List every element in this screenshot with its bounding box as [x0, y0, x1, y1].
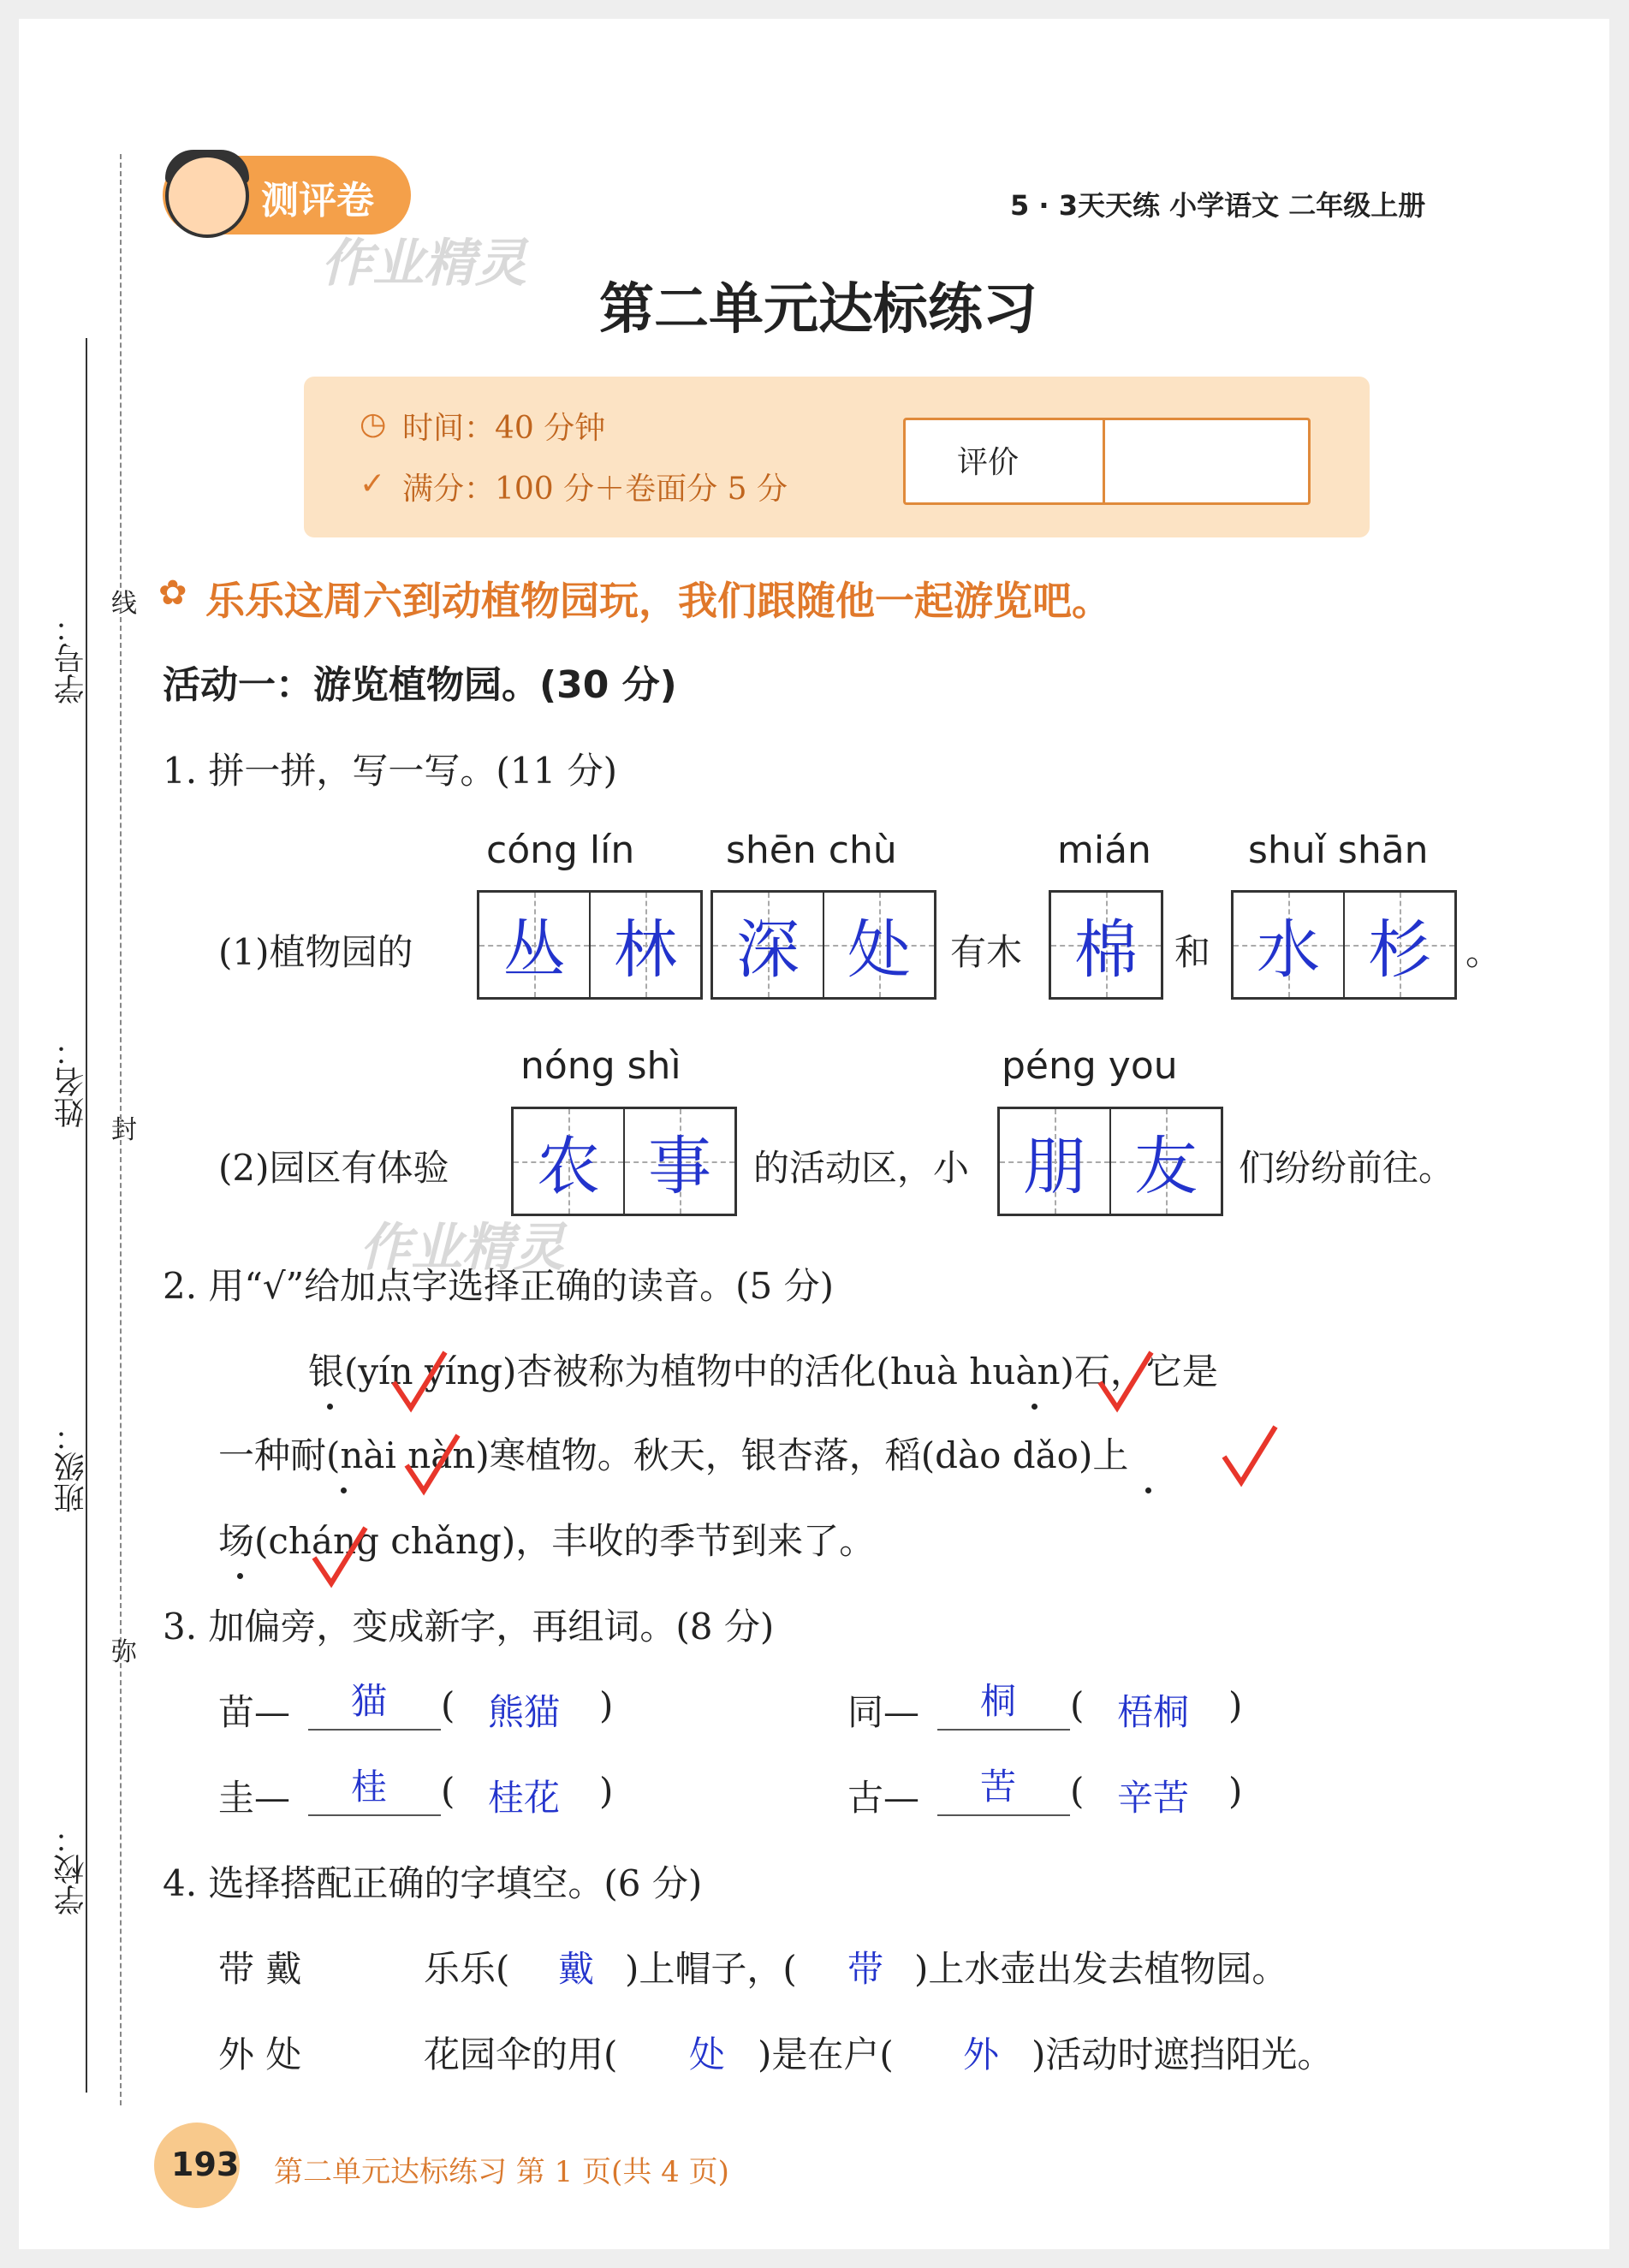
q3-new-char: 猫: [351, 1680, 388, 1722]
student-no-label: 学号：: [54, 612, 89, 704]
q4-text: 乐乐(: [424, 1948, 510, 1990]
clock-icon: ◷: [360, 407, 387, 442]
q2-line3: 场(cháng chǎng)，丰收的季节到来了。: [218, 1520, 876, 1562]
q4-options: 带 戴: [218, 1948, 302, 1990]
score-text: 满分：100 分＋卷面分 5 分: [402, 472, 788, 507]
emphasis-dot: [327, 1404, 333, 1410]
emphasis-dot: [1145, 1487, 1151, 1493]
answer-char: 棉: [1074, 913, 1138, 987]
pinyin-mian: mián: [1057, 828, 1151, 872]
activity-heading: 活动一：游览植物园。(30 分): [163, 663, 677, 707]
q3-base: 古—: [847, 1777, 920, 1819]
q1-line2-end: 们纷纷前往。: [1239, 1147, 1455, 1189]
q4-text: )活动时遮挡阳光。: [1032, 2033, 1334, 2075]
paren-close: ): [599, 1684, 614, 1726]
answer-char: 农: [537, 1130, 600, 1203]
series-label: 5 · 3天天练 小学语文 二年级上册: [1010, 189, 1426, 222]
answer-grid-conglin[interactable]: [477, 890, 703, 1000]
emphasis-dot: [237, 1573, 243, 1579]
q3-word: 辛苦: [1117, 1777, 1190, 1819]
school-label: 学校：: [54, 1823, 89, 1915]
q1-line2-prefix: (2)园区有体验: [218, 1147, 449, 1189]
q3-base: 同—: [847, 1691, 920, 1733]
q2-title: 2. 用“√”给加点字选择正确的读音。(5 分): [163, 1265, 834, 1307]
q3-new-char: 桂: [351, 1766, 388, 1808]
class-label: 班级：: [54, 1421, 89, 1513]
check-mark-icon: [1220, 1422, 1280, 1491]
seal-mark: 封: [111, 1115, 137, 1145]
q3-title: 3. 加偏旁，变成新字，再组词。(8 分): [163, 1606, 775, 1648]
answer-grid-mian[interactable]: [1049, 890, 1163, 1000]
footer-text: 第二单元达标练习 第 1 页(共 4 页): [274, 2155, 729, 2189]
watermark: 作业精灵: [321, 234, 526, 294]
q1-line2-mid: 的活动区，小: [753, 1147, 970, 1189]
check-mark-icon: [310, 1523, 370, 1592]
answer-grid-nongshi[interactable]: [511, 1107, 737, 1216]
answer-line: [937, 1814, 1070, 1816]
q3-new-char: 桐: [980, 1680, 1017, 1722]
q1-line1-mid2: 和: [1174, 931, 1211, 973]
q1-line1-end: 。: [1466, 931, 1502, 973]
q1-title: 1. 拼一拼，写一写。(11 分): [163, 750, 617, 792]
paren-open: (: [1070, 1770, 1085, 1812]
q2-line2: 一种耐(nài nàn)寒植物。秋天，银杏落，稻(dào dǎo)上: [218, 1434, 1129, 1476]
q4-text: )是在户(: [758, 2033, 894, 2075]
paren-close: ): [1228, 1684, 1243, 1726]
answer-line: [937, 1729, 1070, 1731]
answer-char: 杉: [1368, 913, 1431, 987]
close-mark: 弥: [111, 1637, 137, 1667]
q3-base: 苗—: [218, 1691, 291, 1733]
emphasis-dot: [1032, 1404, 1037, 1410]
q4-answer: 外: [963, 2033, 1000, 2075]
evaluation-field[interactable]: [1104, 419, 1301, 498]
q4-answer: 带: [847, 1948, 884, 1990]
intro-text: 乐乐这周六到动植物园玩，我们跟随他一起游览吧。: [205, 578, 1111, 624]
check-mark-icon: [402, 1431, 462, 1499]
mascot-small-icon: ✿: [158, 573, 187, 613]
q4-answer: 戴: [558, 1948, 595, 1990]
page-number: 193: [171, 2146, 240, 2183]
answer-char: 水: [1257, 913, 1320, 987]
q4-answer: 处: [689, 2033, 726, 2075]
emphasis-dot: [341, 1487, 347, 1493]
check-mark-icon: [1096, 1348, 1156, 1416]
answer-char: 林: [614, 913, 677, 987]
q3-word: 桂花: [488, 1777, 561, 1819]
q4-text: )上帽子，(: [625, 1948, 797, 1990]
worksheet-page: [19, 19, 1609, 2249]
mascot-icon: [165, 154, 249, 238]
q3-base: 圭—: [218, 1777, 291, 1819]
q2-line1: 银(yín yíng)杏被称为植物中的活化(huà huàn)石，它是: [308, 1351, 1218, 1392]
answer-line: [308, 1814, 441, 1816]
paren-open: (: [441, 1684, 455, 1726]
q3-new-char: 苦: [980, 1766, 1017, 1808]
pinyin-pengyou: péng you: [1002, 1044, 1178, 1088]
answer-grid-shuishan[interactable]: [1231, 890, 1457, 1000]
evaluation-label: 评价: [957, 445, 1020, 480]
answer-char: 深: [736, 913, 800, 987]
answer-char: 丛: [502, 913, 566, 987]
time-text: 时间：40 分钟: [402, 411, 606, 446]
q3-word: 熊猫: [488, 1691, 561, 1733]
answer-char: 友: [1134, 1130, 1198, 1203]
pinyin-conglin: cóng lín: [486, 828, 635, 872]
answer-grid-shenchu[interactable]: [710, 890, 936, 1000]
answer-grid-pengyou[interactable]: [997, 1107, 1223, 1216]
check-circle-icon: ✓: [360, 466, 386, 502]
q1-line1-mid1: 有木: [950, 931, 1023, 973]
answer-char: 朋: [1023, 1130, 1086, 1203]
badge-label: 测评卷: [261, 179, 374, 223]
paren-open: (: [441, 1770, 455, 1812]
line-mark: 线: [111, 589, 137, 619]
answer-char: 处: [847, 913, 911, 987]
paren-close: ): [599, 1770, 614, 1812]
pinyin-shuishan: shuǐ shān: [1248, 828, 1429, 872]
name-label: 姓名：: [54, 1036, 89, 1128]
page-title: 第二单元达标练习: [599, 277, 1037, 341]
pinyin-nongshi: nóng shì: [520, 1044, 681, 1088]
q4-options: 外 处: [218, 2033, 302, 2075]
answer-line: [308, 1729, 441, 1731]
pinyin-shenchu: shēn chù: [726, 828, 897, 872]
paren-open: (: [1070, 1684, 1085, 1726]
q3-word: 梧桐: [1117, 1691, 1190, 1733]
watermark: 作业精灵: [360, 1218, 565, 1278]
q4-text: 花园伞的用(: [424, 2033, 618, 2075]
q4-text: )上水壶出发去植物园。: [914, 1948, 1288, 1990]
paren-close: ): [1228, 1770, 1243, 1812]
check-mark-icon: [389, 1348, 449, 1416]
q1-line1-prefix: (1)植物园的: [218, 931, 413, 973]
answer-char: 事: [648, 1130, 711, 1203]
q4-title: 4. 选择搭配正确的字填空。(6 分): [163, 1862, 703, 1904]
